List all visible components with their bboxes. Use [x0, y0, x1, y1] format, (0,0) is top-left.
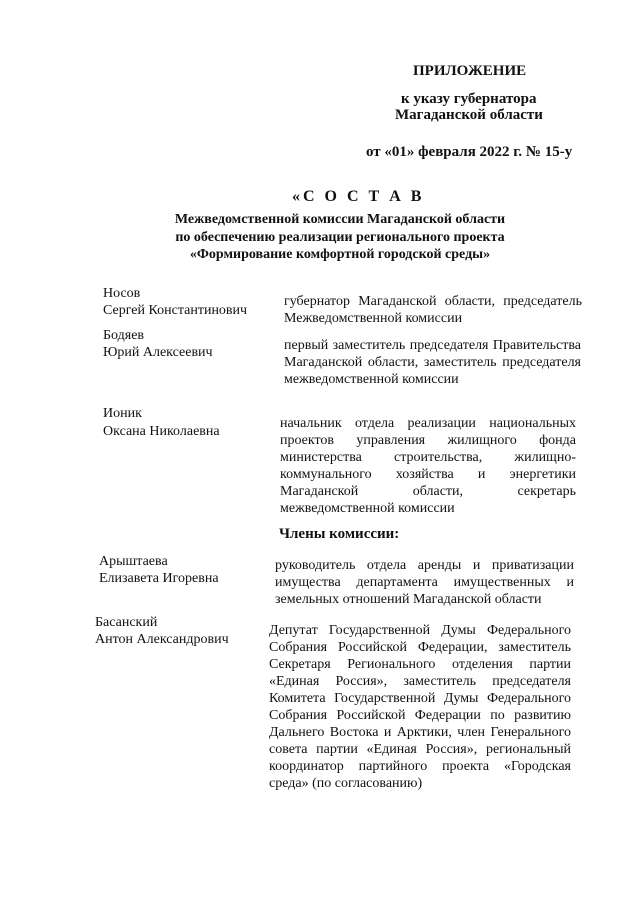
person-surname: Басанский [95, 615, 158, 630]
appendix-label: ПРИЛОЖЕНИЕ [413, 63, 527, 79]
person-role: Депутат Государственной Думы Федерального Собрания Российской Федерации, заместитель Секретаря Регионального отделения партии «Единая Россия», заместитель председателя Комитета Государственной Думы Федерального Собрания Российской Федерации по развитию Дальнего Востока и Арктики, член Генерального совета партии «Единая Россия», региональный координатор партийного проекта «Городская среда» (по согласованию) [269, 623, 571, 791]
person-surname: Бодяев [103, 328, 145, 343]
title-line-2: по обеспечению реализации регионального проекта [175, 230, 505, 245]
person-surname: Ионик [103, 406, 142, 421]
person-given-names: Сергей Константинович [103, 303, 248, 318]
person-given-names: Оксана Николаевна [103, 424, 220, 439]
title-line-1: Межведомственной комиссии Магаданской области [174, 212, 506, 227]
person-role: руководитель отдела аренды и приватизации имущества департамента имущественных и земельных отношений Магаданской области [275, 558, 574, 607]
person-role: начальник отдела реализации национальных проектов управления жилищного фонда министерства строительства, жилищно-коммунального хозяйства и энергетики Магаданской области, секретарь межведомственной комиссии [280, 416, 576, 516]
decree-date-number: от «01» февраля 2022 г. № 15-у [366, 144, 573, 160]
person-given-names: Антон Александрович [95, 632, 229, 647]
region-name: Магаданской области [395, 107, 543, 123]
person-given-names: Елизавета Игоревна [99, 571, 219, 586]
decree-reference: к указу губернатора [401, 91, 537, 107]
members-heading: Члены комиссии: [279, 526, 400, 542]
title-line-3: «Формирование комфортной городской среды» [189, 247, 491, 262]
person-surname: Носов [103, 286, 141, 301]
person-given-names: Юрий Алексеевич [103, 345, 213, 360]
document-title: «С О С Т А В [292, 188, 425, 205]
person-surname: Арыштаева [99, 554, 168, 569]
person-role: первый заместитель председателя Правительства Магаданской области, заместитель председателя межведомственной комиссии [284, 338, 581, 387]
person-role: губернатор Магаданской области, председатель Межведомственной комиссии [284, 294, 582, 326]
